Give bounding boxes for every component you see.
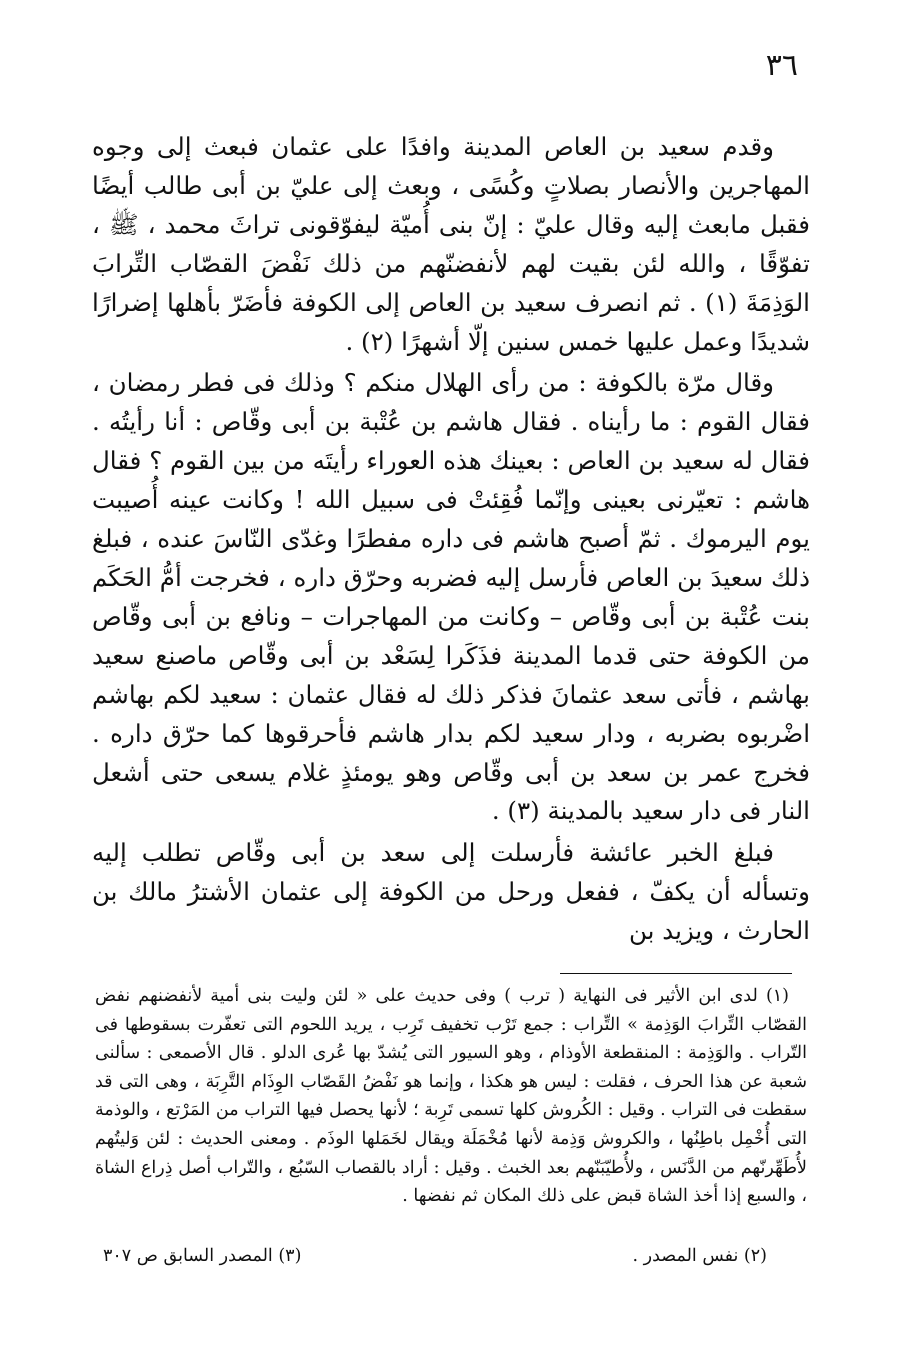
page-number: ٣٦: [765, 48, 798, 83]
footnote-2: (٢) نفس المصدر .: [632, 1246, 767, 1266]
paragraph: وقال مرّة بالكوفة : من رأى الهلال منكم ؟ وذلك فى فطر رمضان ، فقال القوم : ما رأيناه . فقال هاشم بن عُتْبة بن أبى وقّاص : أنا رأيتُه . فقال له سعيد بن العاص : بعينك هذه العوراء رأيتَه من بين القوم ؟ فقال هاشم : تعيّرنى بعينى وإنّما فُقِئتْ فى سبيل الله ! وكانت عينه أُصيبت يوم اليرموك . ثمّ أصبح هاشم فى داره مفطرًا وغدّى النّاسَ عنده ، فبلغ ذلك سعيدَ بن العاص فأرسل إليه فضربه وحرّق داره ، فخرجت أمُّ الحَكَم بنت عُتْبة بن أبى وقّاص – وكانت من المهاجرات – ونافع بن أبى وقّاص من الكوفة حتى قدما المدينة فذَكَرا لِسَعْد بن أبى وقّاص ماصنع سعيد بهاشم ، فأتى سعد عثمانَ فذكر ذلك له فقال عثمان : سعيد لكم بهاشم اضْربوه بضربه ، ودار سعيد لكم بدار هاشم فأحرقوها كما حرّق داره . فخرج عمر بن سعد بن أبى وقّاص وهو يومئذٍ غلام يسعى حتى أشعل النار فى دار سعيد بالمدينة (٣) .: [92, 368, 810, 826]
footnote-1: (١) لدى ابن الأثير فى النهاية ( ترب ) وفى حديث على « لئن وليت بنى أمية لأنفضنهم نفض القصّاب التِّرابَ الوَذِمة » التِّراب : جمع تَرْب تخفيف تَرِب ، يريد اللحوم التى تعفّرت بسقوطها فى التّراب . والوَذِمة : المنقطعة الأوذام ، وهو السيور التى يُشدّ بها عُرى الدلو . قال الأصمعى : سألنى شعبة عن هذا الحرف ، فقلت : ليس هو هكذا ، وإنما هو نَفْضُ القَصّاب الوِذَام التَّرِبَة ، وهى التى قد سقطت فى التراب . وقيل : الكُروش كلها تسمى تَرِبة ؛ لأنها يحصل فيها التراب من المَرْتع ، والوذمة التى أُخْمِل باطِنُها ، والكروش وَذِمة لأنها مُخْمَلَة ويقال لخَمَلها الوذَم . ومعنى الحديث : لئن وَليتُهم لأُطَهِّرنّهم من الدَّنَس ، ولأُطيّبَنّهم بعد الخبث . وقيل : أراد بالقصاب السّبُع ، والتّراب أصل ذِراع الشاة ، والسبع إذا أخذ الشاة قبض على ذلك المكان ثم نفضها .: [95, 986, 807, 1207]
footnote-3: (٣) المصدر السابق ص ٣٠٧: [103, 1246, 302, 1266]
footnote-separator: [560, 973, 792, 974]
main-text: [92, 128, 810, 951]
paragraph: فبلغ الخبر عائشة فأرسلت إلى سعد بن أبى وقّاص تطلب إليه وتسأله أن يكفّ ، ففعل ورحل من الكوفة إلى عثمان الأشترُ مالك بن الحارث ، ويزيد بن: [92, 838, 810, 946]
footnotes: [95, 982, 807, 1211]
paragraph: وقدم سعيد بن العاص المدينة وافدًا على عثمان فبعث إلى وجوه المهاجرين والأنصار بصلاتٍ وكُسًى ، وبعث إلى عليّ بن أبى طالب أيضًا فقبل مابعث إليه وقال عليّ : إنّ بنى أُميّة ليفوّقونى تراثَ محمد ، ﷺ ، تفوّقًا ، والله لئن بقيت لهم لأنفضنّهم من ذلك نَفْضَ القصّاب التِّرابَ الوَذِمَةَ (١) . ثم انصرف سعيد بن العاص إلى الكوفة فأضَرّ بأهلها إضرارًا شديدًا وعمل عليها خمس سنين إلّا أشهرًا (٢) .: [92, 132, 810, 356]
